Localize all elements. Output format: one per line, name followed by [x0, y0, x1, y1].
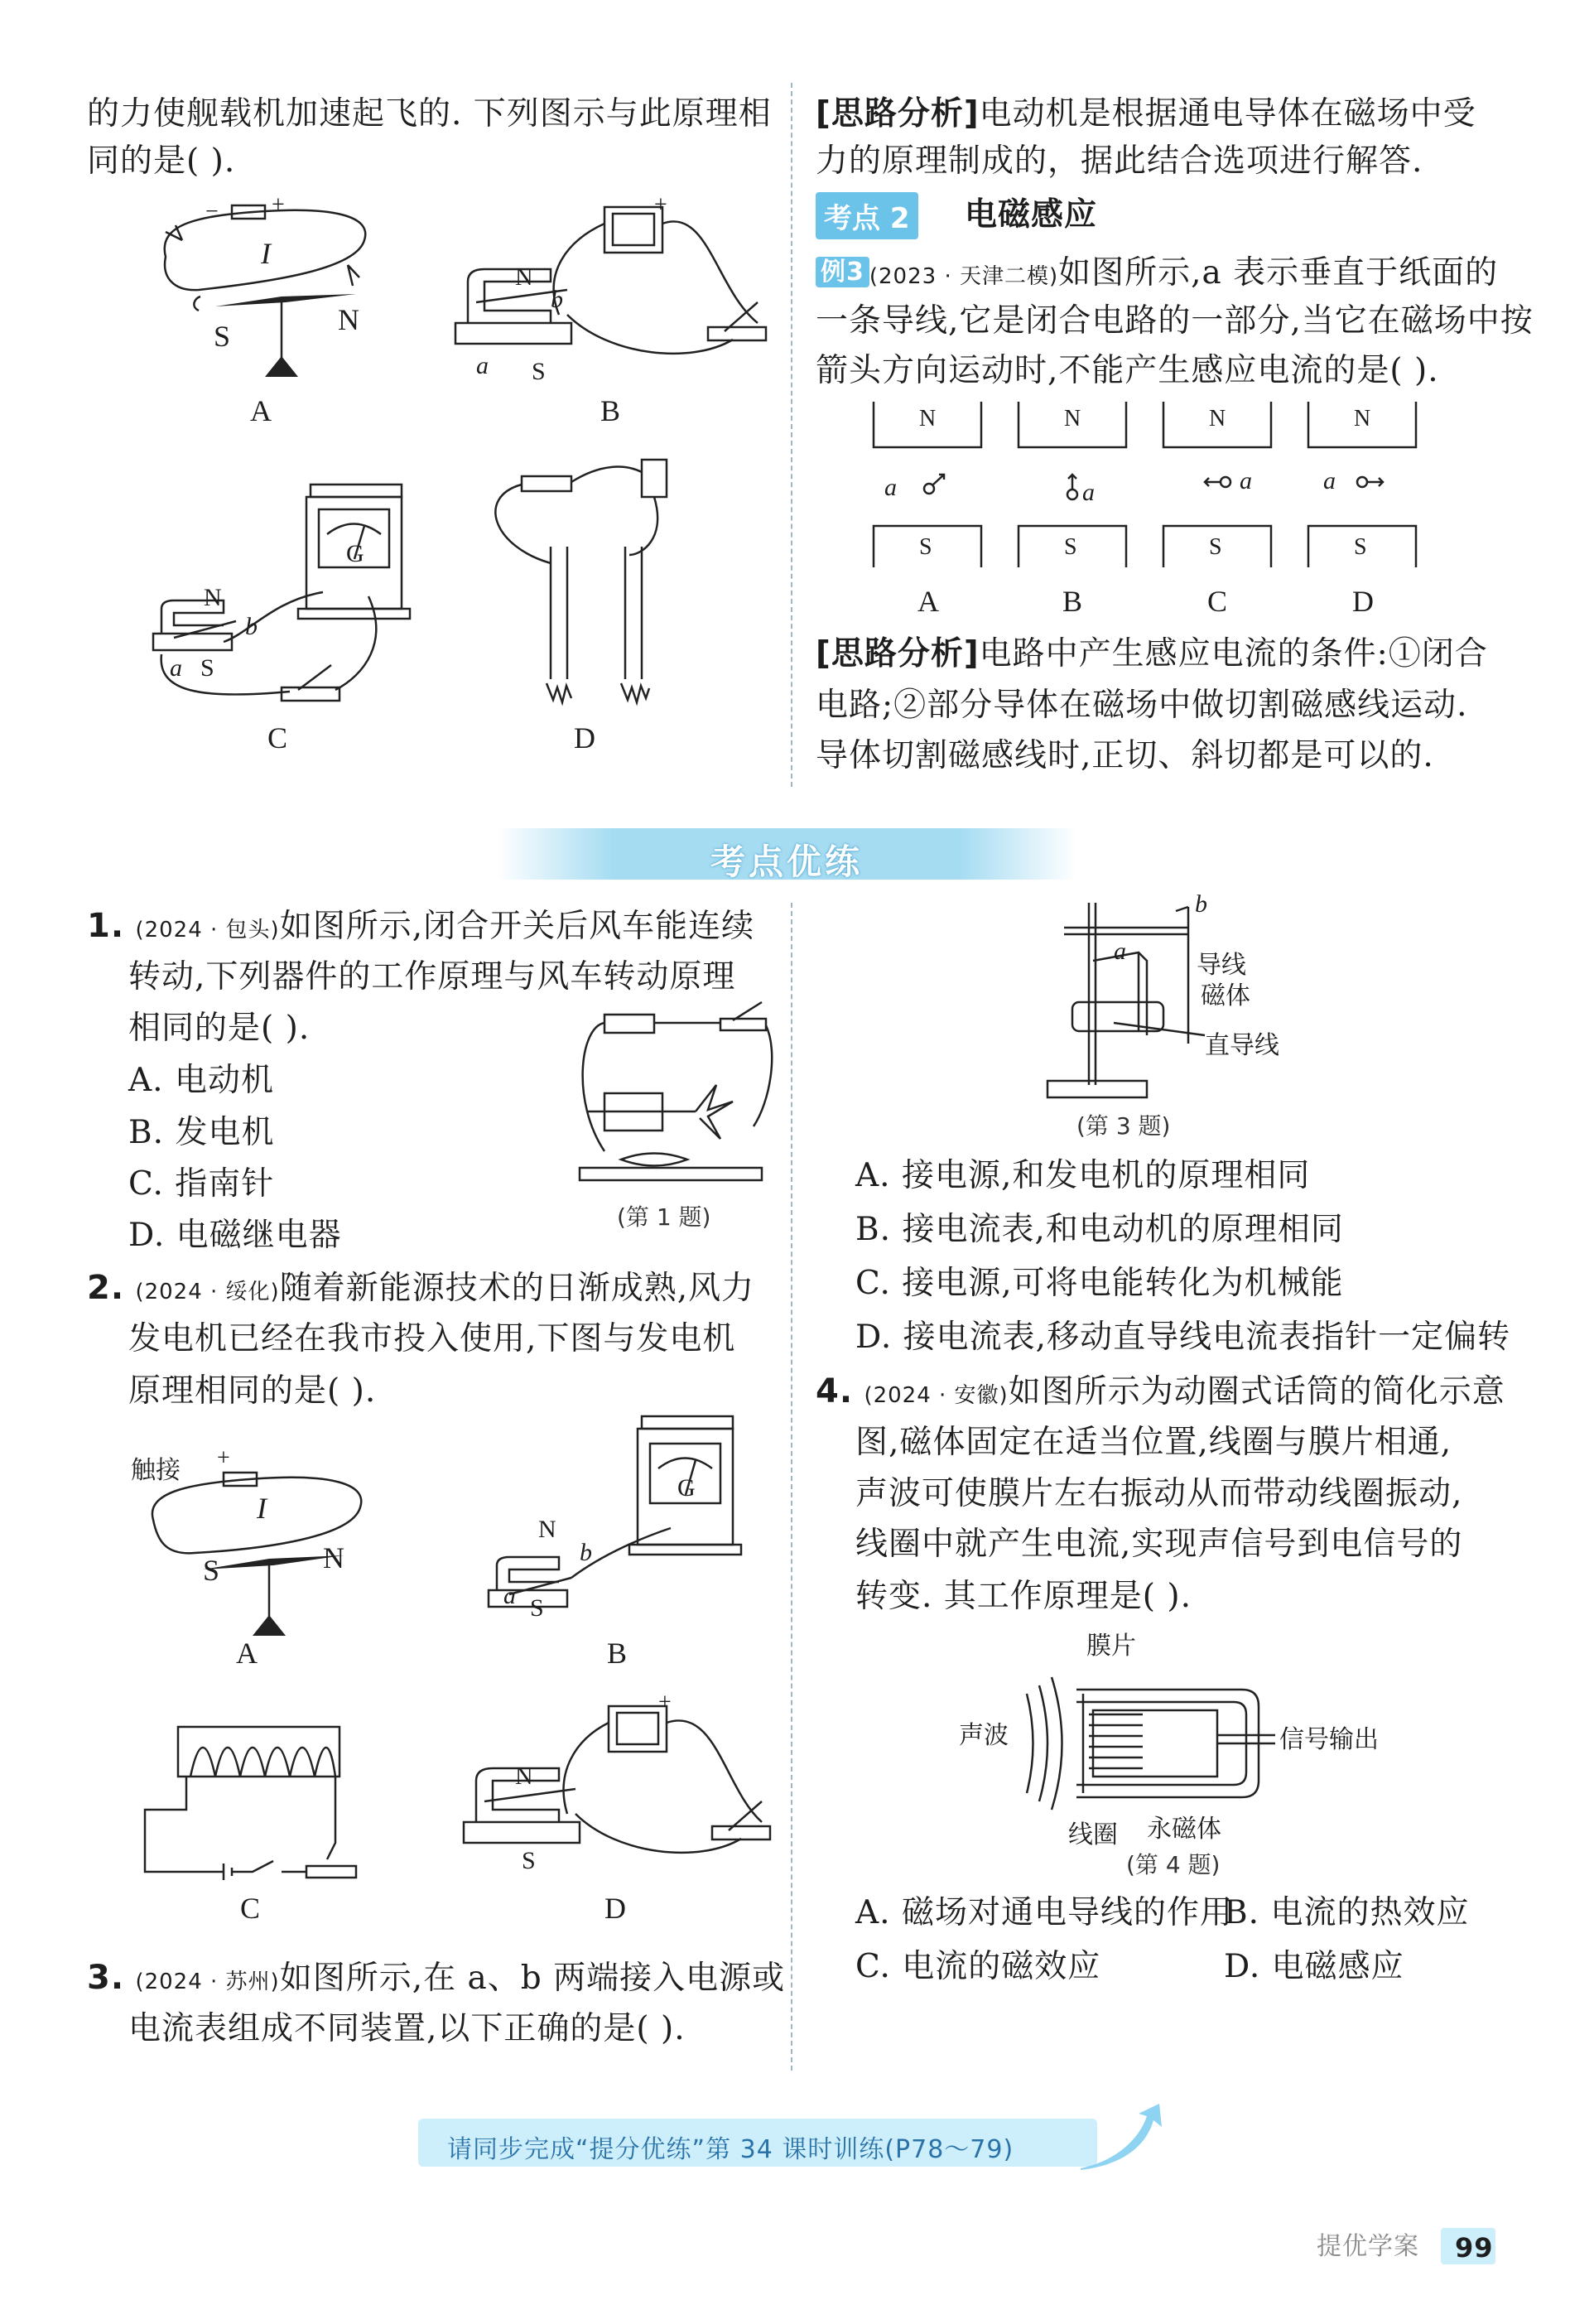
q3-line2: 电流表组成不同装置,以下正确的是( ). [128, 2010, 686, 2047]
magnet-b-s: S [1064, 534, 1077, 560]
analysis2-line2: 电路;②部分导体在磁场中做切割磁感线运动. [816, 687, 1468, 724]
q4-option-d[interactable]: D. 电磁感应 [1224, 1948, 1404, 1985]
q2-label-a: A [236, 1637, 258, 1670]
q4-line5: 转变. 其工作原理是( ). [855, 1578, 1192, 1615]
q3-caption: (第 3 题) [1076, 1112, 1171, 1140]
q1-option-a[interactable]: A. 电动机 [128, 1062, 274, 1099]
q1-source: (2024 · 包头) [135, 918, 280, 943]
column-divider-bottom [791, 903, 792, 2071]
footer-banner [418, 2104, 1163, 2170]
fig-a-plus: + [272, 192, 285, 218]
q2-fig-b-b: b [580, 1539, 592, 1566]
q1-option-d[interactable]: D. 电磁继电器 [128, 1217, 342, 1254]
q3-option-d[interactable]: D. 接电流表,移动直导线电流表指针一定偏转 [855, 1319, 1511, 1356]
q2-label-b: B [607, 1637, 628, 1670]
q3-fig-a: a [1114, 938, 1126, 965]
q4-line4: 线圈中就产生电流,实现声信号到电信号的 [855, 1526, 1463, 1563]
fig-a-current: I [261, 237, 271, 270]
fig-a-n: N [338, 303, 359, 336]
q4-number: 4. [816, 1372, 854, 1410]
magnet-a-label: A [917, 585, 939, 618]
q3-number: 3. [87, 1959, 125, 1997]
q4-source: (2024 · 安徽) [864, 1383, 1009, 1408]
q4-fig-magnet: 永磁体 [1147, 1815, 1221, 1843]
q3-fig-magnet: 磁体 [1201, 982, 1250, 1010]
fig-label-d: D [574, 721, 595, 755]
q3-source: (2024 · 苏州) [135, 1970, 280, 1994]
q2-fig-c [141, 1719, 364, 1884]
fig-c-s: S [200, 654, 214, 682]
arrow-icon [1081, 2104, 1163, 2170]
fig-a-s: S [214, 320, 231, 353]
kaodian-title: 电磁感应 [965, 196, 1098, 234]
fig-c-n: N [204, 584, 222, 611]
figure-c-galvanometer [149, 476, 406, 716]
section-banner-text: 考点优练 [710, 841, 863, 882]
q4-microphone-figure [1010, 1661, 1275, 1826]
fig-label-a: A [250, 394, 272, 427]
q2-text1: 随着新能源技术的日渐成熟,风力 [279, 1270, 755, 1307]
magnet-c-s: S [1209, 534, 1222, 560]
fig-c-g: G [346, 540, 364, 567]
fig-label-b: B [600, 394, 621, 427]
ex3-magnets-figure [861, 402, 1433, 576]
q2-label-c: C [240, 1892, 261, 1925]
intro-line-2: 同的是( ). [87, 142, 236, 180]
q4-option-a[interactable]: A. 磁场对通电导线的作用 [855, 1894, 1233, 1931]
column-divider-top [791, 83, 792, 787]
magnet-d-s: S [1354, 534, 1367, 560]
q2-fig-b-g: G [677, 1474, 696, 1502]
fig-b-b: b [551, 286, 563, 313]
q3-option-b[interactable]: B. 接电流表,和电动机的原理相同 [855, 1211, 1344, 1248]
ex3-line1 [816, 254, 1499, 292]
magnet-c-wire: a [1240, 467, 1252, 494]
q2-fig-a-plus: + [217, 1445, 230, 1471]
section-banner [497, 828, 1076, 880]
q2-fig-a-n: N [323, 1541, 344, 1574]
q2-source: (2024 · 绥化) [135, 1280, 280, 1304]
q3-fig-straight-wire: 直导线 [1205, 1032, 1279, 1059]
ex3-tag: 例3 [816, 257, 869, 287]
q4-line3: 声波可使膜片左右振动从而带动线圈振动, [855, 1475, 1463, 1512]
q1-text1: 如图所示,闭合开关后风车能连续 [279, 908, 755, 945]
q2-fig-b-a: a [503, 1582, 516, 1609]
q1-windmill-figure [571, 1002, 778, 1197]
fig-b-a: a [476, 352, 489, 379]
analysis1-line2: 力的原理制成的，据此结合选项进行解答. [816, 142, 1423, 180]
q1-line3: 相同的是( ). [128, 1010, 311, 1047]
magnet-c-n: N [1209, 406, 1226, 432]
ex3-text1: 如图所示,a 表示垂直于纸面的 [1058, 254, 1499, 292]
q3-fig-wire: 导线 [1197, 952, 1246, 979]
q4-fig-coil: 线圈 [1068, 1821, 1118, 1849]
fig-b-s: S [532, 358, 546, 385]
q4-text1: 如图所示为动圈式话筒的简化示意 [1008, 1373, 1505, 1410]
fig-b-plus: + [654, 192, 667, 218]
intro-line-1: 的力使舰载机加速起飞的. 下列图示与此原理相 [87, 95, 772, 133]
analysis1-line1 [816, 95, 1476, 133]
kaodian-num: 2 [889, 202, 910, 235]
q2-fig-b [480, 1412, 754, 1636]
q4-fig-sound: 声波 [959, 1722, 1009, 1749]
ex3-line2: 一条导线,它是闭合电路的一部分,当它在磁场中按 [816, 302, 1534, 340]
ex3-line3: 箭头方向运动时,不能产生感应电流的是( ). [816, 352, 1439, 389]
q2-fig-a-s: S [203, 1554, 220, 1587]
analysis2-text1: 电路中产生感应电流的条件:①闭合 [979, 635, 1488, 673]
q2-fig-b-s: S [530, 1594, 544, 1622]
q2-fig-d-plus: + [658, 1690, 672, 1715]
page-label: 提优学案 [1317, 2232, 1419, 2261]
q4-fig-output: 信号输出 [1279, 1726, 1379, 1753]
fig-c-a: a [170, 654, 182, 682]
q3-option-c[interactable]: C. 接电源,可将电能转化为机械能 [855, 1265, 1344, 1302]
q2-fig-d-n: N [515, 1762, 533, 1790]
q4-line2: 图,磁体固定在适当位置,线圈与膜片相通, [855, 1424, 1452, 1461]
q3-option-a[interactable]: A. 接电源,和发电机的原理相同 [855, 1157, 1311, 1194]
q3-text1: 如图所示,在 a、b 两端接入电源或 [279, 1960, 786, 1997]
figure-d-electromagnets [476, 447, 691, 712]
fig-a-minus: − [205, 199, 219, 224]
fig-c-b: b [245, 613, 258, 640]
q2-line2: 发电机已经在我市投入使用,下图与发电机 [128, 1320, 736, 1357]
q2-fig-d-s: S [522, 1847, 536, 1874]
q1-option-c[interactable]: C. 指南针 [128, 1165, 275, 1203]
kaodian-tag-text: 考点 [824, 202, 880, 235]
magnet-c-label: C [1207, 585, 1228, 618]
q2-touch-label: 触接 [131, 1457, 181, 1484]
magnet-d-label: D [1352, 585, 1374, 618]
q1-line2: 转动,下列器件的工作原理与风车转动原理 [128, 958, 736, 996]
analysis1-text1: 电动机是根据通电导体在磁场中受 [979, 95, 1476, 133]
magnet-a-n: N [919, 406, 937, 432]
q2-number: 2. [87, 1269, 125, 1307]
q1-option-b[interactable]: B. 发电机 [128, 1114, 275, 1151]
q2-line1 [87, 1269, 755, 1307]
kaodian-tag [816, 192, 918, 239]
q3-line1 [87, 1959, 786, 1997]
magnet-b-n: N [1064, 406, 1081, 432]
magnet-d-n: N [1354, 406, 1371, 432]
q2-label-d: D [604, 1892, 626, 1925]
q4-line1 [816, 1372, 1505, 1410]
magnet-a-wire: a [884, 474, 897, 501]
magnet-d-wire: a [1323, 467, 1336, 494]
fig-b-n: N [515, 263, 533, 291]
q4-option-b[interactable]: B. 电流的热效应 [1224, 1894, 1470, 1931]
analysis2-line1 [816, 635, 1488, 673]
q4-option-c[interactable]: C. 电流的磁效应 [855, 1948, 1101, 1985]
q3-fig-b: b [1195, 890, 1207, 918]
magnet-b-label: B [1062, 585, 1083, 618]
footer-text: 请同步完成“提分优练”第 34 课时训练(P78～79) [447, 2135, 1014, 2164]
q4-fig-membrane: 膜片 [1086, 1632, 1136, 1660]
magnet-a-s: S [919, 534, 932, 560]
ex3-source: (2023 · 天津二模) [869, 264, 1059, 289]
q1-line1 [87, 909, 754, 943]
q1-number: 1. [87, 907, 125, 945]
page-number: 99 [1455, 2232, 1494, 2264]
q2-line3: 原理相同的是( ). [128, 1372, 377, 1410]
analysis2-line3: 导体切割磁感线时,正切、斜切都是可以的. [816, 737, 1434, 774]
analysis1-bracket: [思路分析] [816, 95, 980, 133]
q4-caption: (第 4 题) [1126, 1851, 1221, 1878]
figure-a-compass [149, 190, 389, 389]
q1-caption: (第 1 题) [617, 1203, 711, 1231]
fig-label-c: C [267, 721, 288, 755]
q2-fig-a-current: I [257, 1492, 267, 1525]
analysis2-bracket: [思路分析] [816, 635, 980, 673]
q2-fig-b-n: N [538, 1516, 556, 1543]
q2-fig-d [460, 1690, 774, 1868]
magnet-b-wire: a [1082, 479, 1095, 506]
figure-b-motor [443, 190, 774, 373]
